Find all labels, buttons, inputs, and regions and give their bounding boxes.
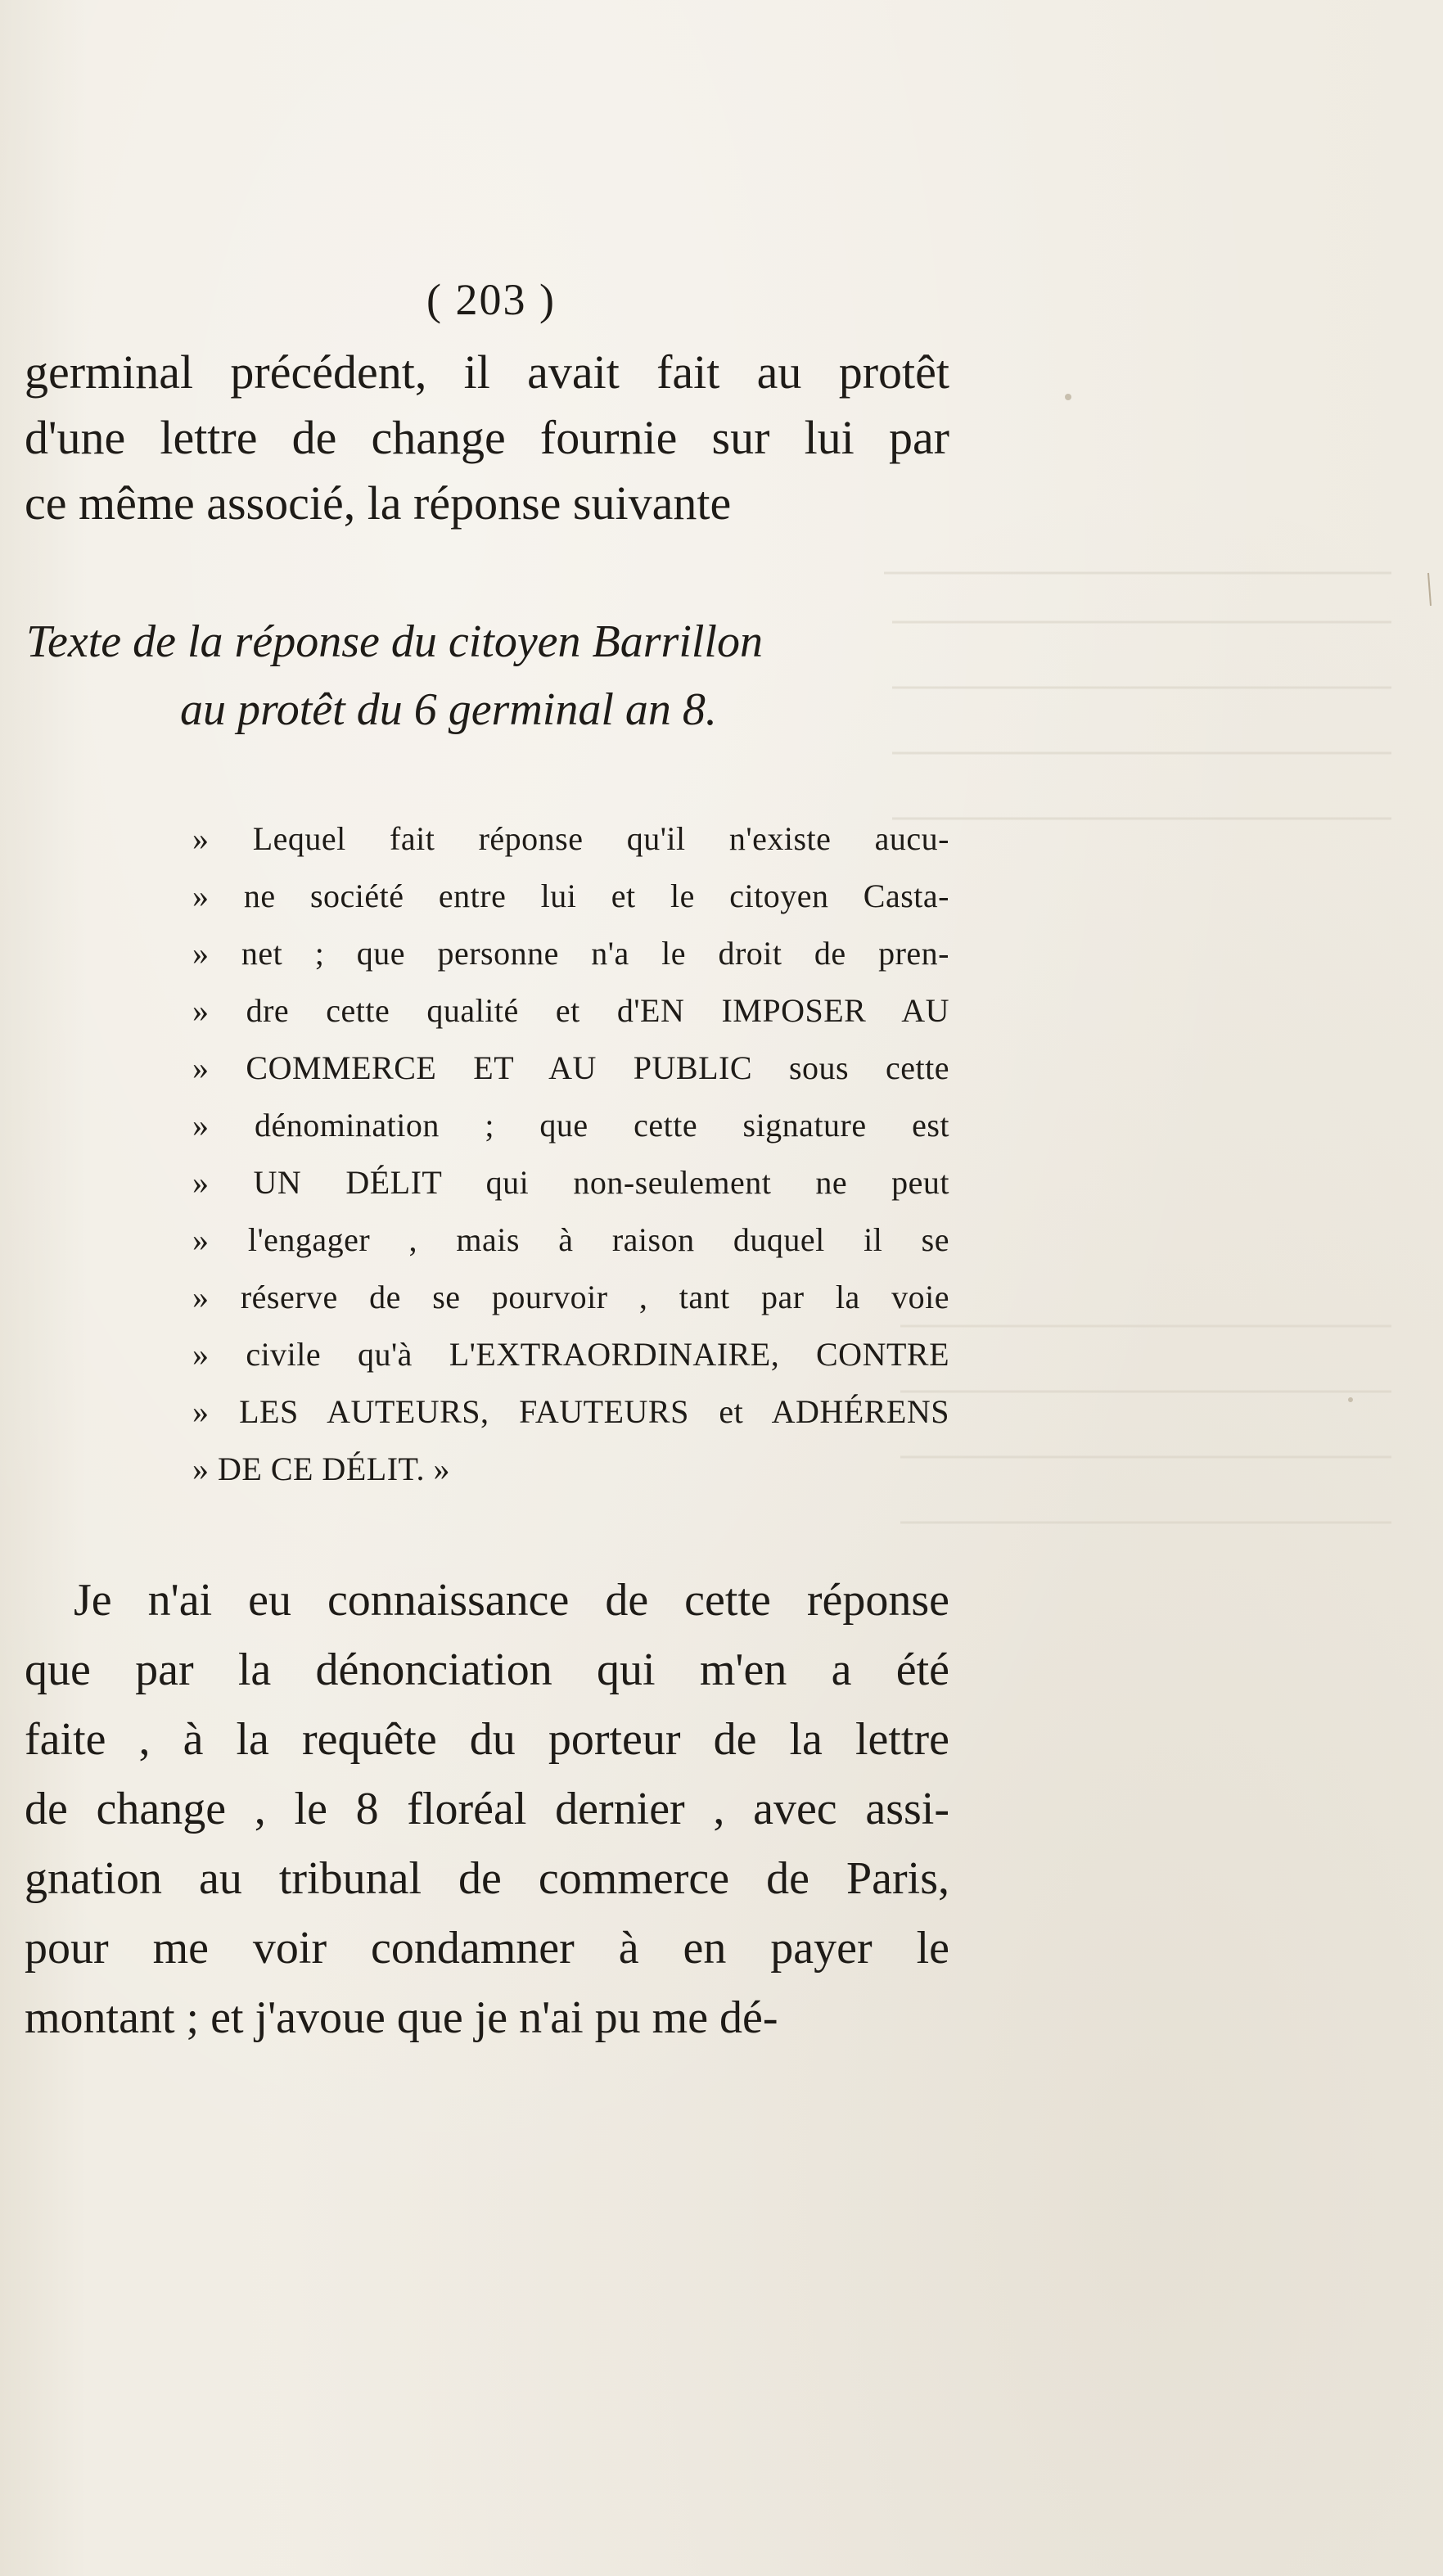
- paragraph-line: gnation au tribunal de commerce de Paris,: [25, 1853, 949, 1904]
- paragraph-line: germinal précédent, il avait fait au protêt: [25, 345, 949, 399]
- paragraph-line: que par la dénonciation qui m'en a été: [25, 1644, 949, 1695]
- page-number: ( 203 ): [426, 275, 556, 324]
- paragraph-line: Je n'ai eu connaissance de cette réponse: [74, 1575, 949, 1626]
- paragraph-line: montant ; et j'avoue que je n'ai pu me dé-: [25, 1992, 778, 2043]
- quote-line: » réserve de se pourvoir , tant par la voie: [192, 1279, 949, 1315]
- paragraph-line: d'une lettre de change fournie sur lui par: [25, 411, 949, 464]
- paragraph-line: ce même associé, la réponse suivante: [25, 476, 732, 530]
- section-heading: au protêt du 6 germinal an 8.: [180, 684, 717, 735]
- paragraph-line: pour me voir condamner à en payer le: [25, 1923, 949, 1974]
- quote-line: » DE CE DÉLIT. »: [192, 1450, 450, 1487]
- quote-line: » COMMERCE ET AU PUBLIC sous cette: [192, 1049, 949, 1086]
- quote-line: » dénomination ; que cette signature est: [192, 1107, 949, 1144]
- paragraph-line: de change , le 8 floréal dernier , avec assi-: [25, 1784, 949, 1834]
- quote-line: » net ; que personne n'a le droit de pren-: [192, 935, 949, 972]
- quote-line: » ne société entre lui et le citoyen Casta-: [192, 877, 949, 914]
- quote-line: » dre cette qualité et d'EN IMPOSER AU: [192, 992, 949, 1029]
- section-heading: Texte de la réponse du citoyen Barrillon: [26, 616, 763, 667]
- paragraph-line: faite , à la requête du porteur de la lettre: [25, 1714, 949, 1765]
- quote-line: » LES AUTEURS, FAUTEURS et ADHÉRENS: [192, 1393, 949, 1430]
- quote-line: » Lequel fait réponse qu'il n'existe aucu-: [192, 820, 949, 857]
- quote-line: » civile qu'à L'EXTRAORDINAIRE, CONTRE: [192, 1336, 949, 1373]
- quote-line: » l'engager , mais à raison duquel il se: [192, 1221, 949, 1258]
- quote-line: » UN DÉLIT qui non-seulement ne peut: [192, 1164, 949, 1201]
